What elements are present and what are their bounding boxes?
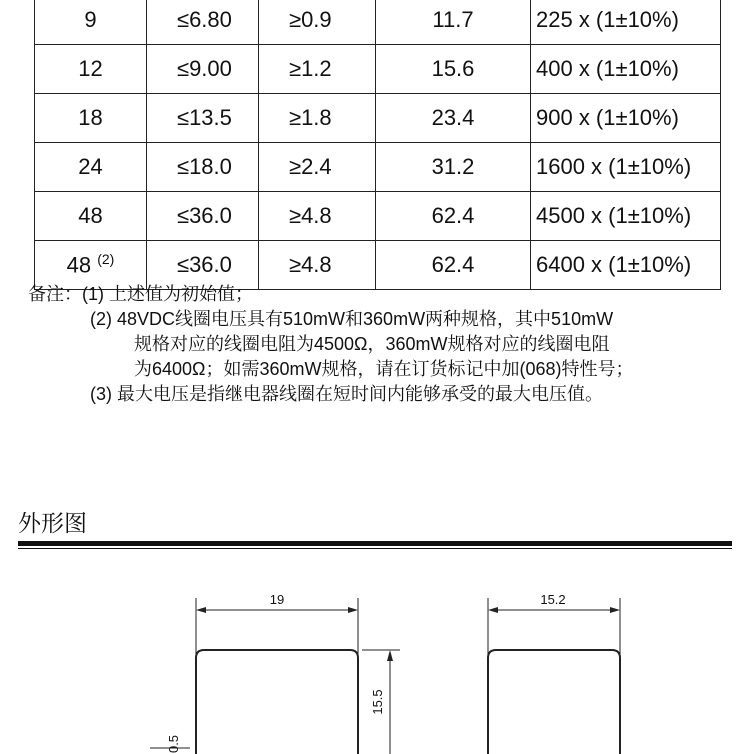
outline-drawing [0,560,750,754]
cell-pickup: ≤6.80 [147,0,259,45]
cell-max-voltage: 23.4 [376,94,531,143]
cell-dropout: ≥0.9 [259,0,376,45]
notes-label: 备注： [28,284,82,304]
note-2-line-1: (2) 48VDC线圈电压具有510mW和360mW两种规格，其中510mW [90,309,614,329]
note-2-line-3: 为6400Ω；如需360mW规格，请在订货标记中加(068)特性号； [134,359,634,379]
cell-resistance: 400 x (1±10%) [531,45,721,94]
arrow-head [387,650,393,661]
cell-pickup: ≤36.0 [147,241,259,290]
cell-max-voltage: 11.7 [376,0,531,45]
dim-front-width: 19 [269,592,285,607]
table-row [35,143,721,192]
notes-block [28,282,634,407]
cell-voltage: 24 [35,143,147,192]
side-view-outline [488,650,620,754]
cell-max-voltage: 62.4 [376,241,531,290]
arrow-head [348,607,358,613]
cell-dropout: ≥1.8 [259,94,376,143]
arrow-head [488,607,498,613]
cell-dropout: ≥2.4 [259,143,376,192]
note-1-text: (1) 上述值为初始值； [82,284,253,304]
arrow-head [196,607,206,613]
front-view-outline [196,650,358,754]
cell-dropout: ≥4.8 [259,241,376,290]
coil-spec-table [34,0,721,290]
table-row [35,192,721,241]
section-title: 外形图 [18,510,87,536]
cell-voltage: 9 [35,0,147,45]
cell-resistance: 1600 x (1±10%) [531,143,721,192]
cell-max-voltage: 31.2 [376,143,531,192]
cell-max-voltage: 15.6 [376,45,531,94]
note-3: (3) 最大电压是指继电器线圈在短时间内能够承受的最大电压值。 [90,384,603,404]
note-2-line-2: 规格对应的线圈电阻为4500Ω，360mW规格对应的线圈电阻 [134,334,610,354]
table-row [35,0,721,45]
dim-front-height: 15.5 [370,689,385,715]
section-rule-thick [18,541,732,546]
cell-pickup: ≤13.5 [147,94,259,143]
cell-dropout: ≥1.2 [259,45,376,94]
cell-resistance: 6400 x (1±10%) [531,241,721,290]
cell-voltage: 18 [35,94,147,143]
note-1 [28,282,634,307]
cell-pickup: ≤36.0 [147,192,259,241]
cell-resistance: 900 x (1±10%) [531,94,721,143]
footnote-ref: (2) [97,251,115,268]
cell-voltage: 12 [35,45,147,94]
cell-voltage: 48 [35,192,147,241]
cell-pickup: ≤18.0 [147,143,259,192]
voltage-value: 48 [66,252,92,278]
dim-side-width: 15.2 [540,592,566,607]
arrow-head [610,607,620,613]
dim-partial: 0.5 [166,734,181,754]
section-rule-thin [18,548,732,549]
table-row [35,45,721,94]
cell-resistance: 225 x (1±10%) [531,0,721,45]
cell-pickup: ≤9.00 [147,45,259,94]
cell-max-voltage: 62.4 [376,192,531,241]
cell-dropout: ≥4.8 [259,192,376,241]
table-row [35,94,721,143]
cell-resistance: 4500 x (1±10%) [531,192,721,241]
